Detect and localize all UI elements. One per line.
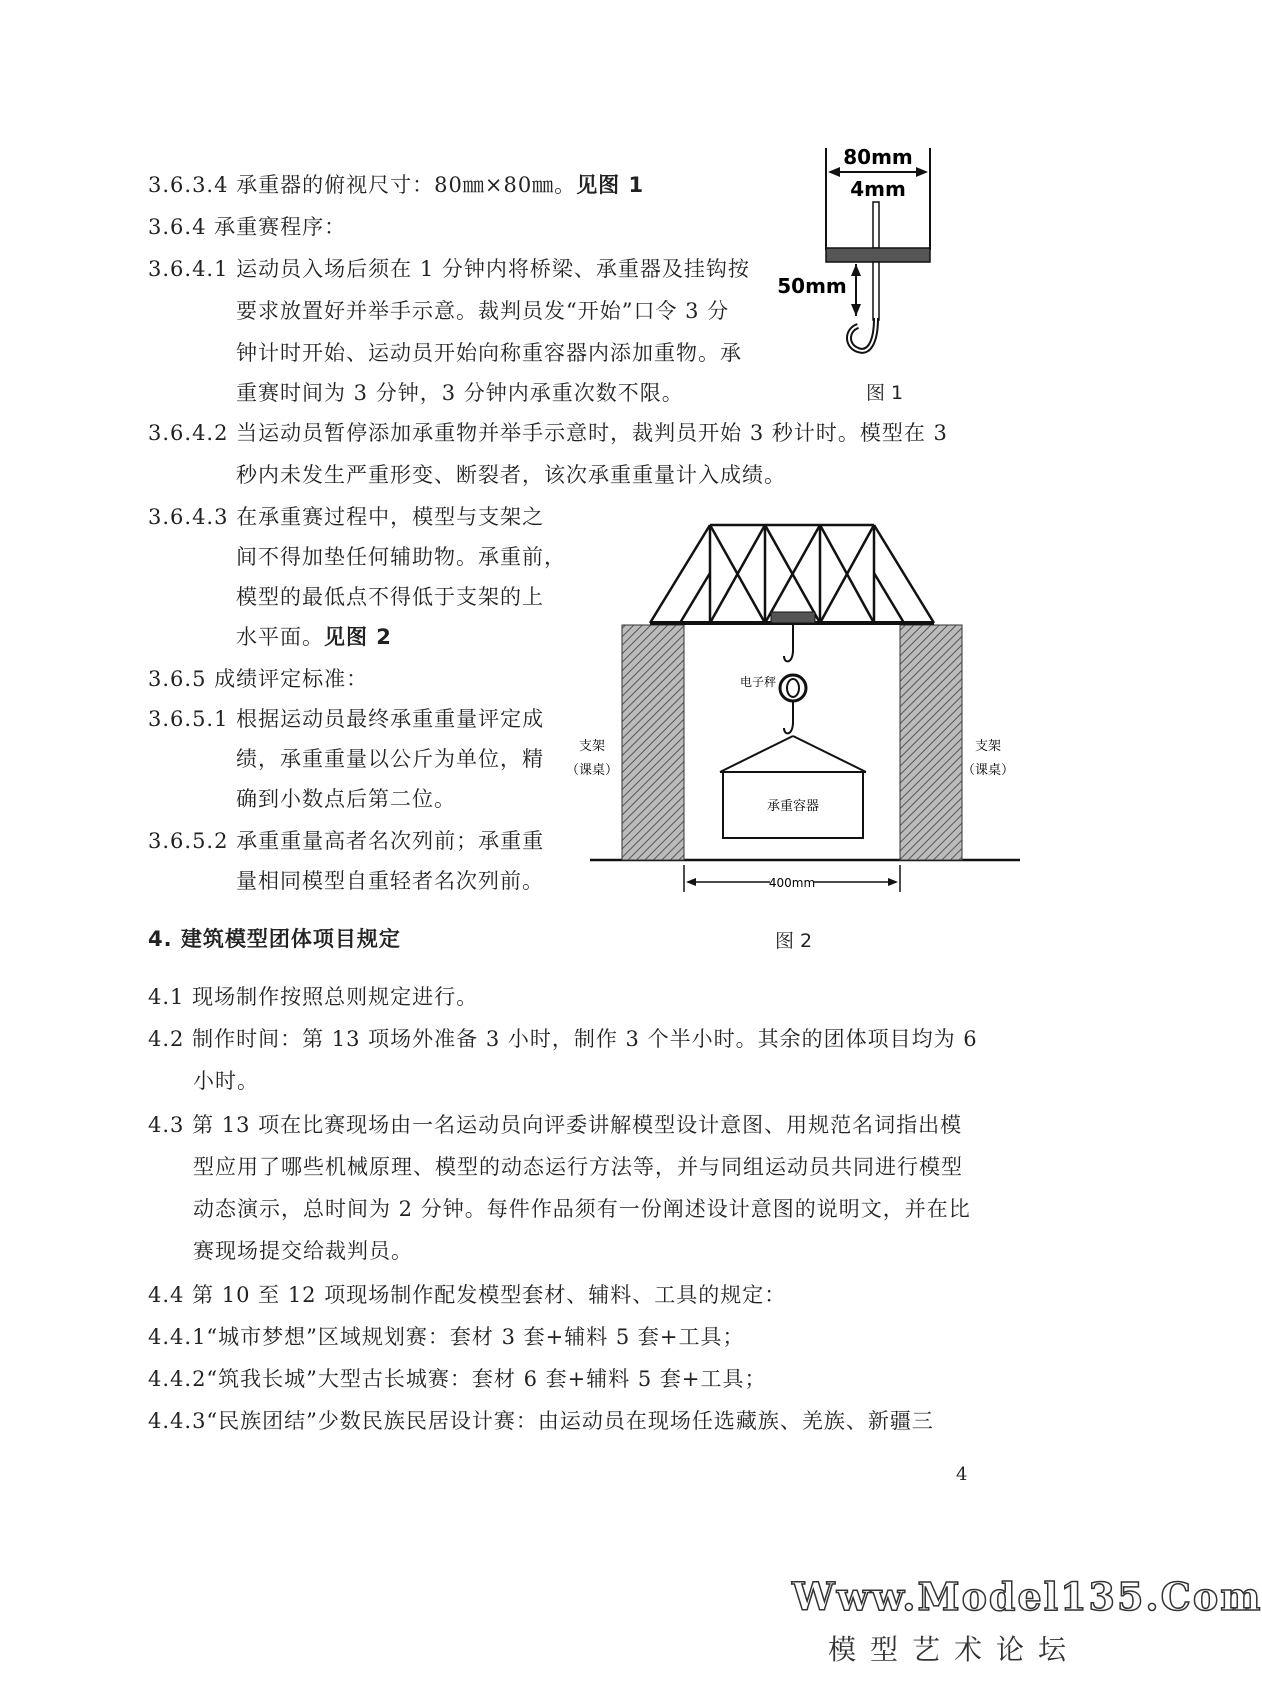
para-4-4-2: 4.4.2“筑我长城”大型古长城赛：套材 6 套+辅料 5 套+工具； [148, 1367, 767, 1391]
para-3-6-5: 3.6.5 成绩评定标准： [148, 667, 369, 691]
fig1-hook [849, 318, 876, 351]
fig1-lower-rod [873, 262, 879, 320]
para-4-2-line2: 小时。 [193, 1069, 259, 1093]
figure-ref-1: 见图 1 [576, 173, 645, 197]
para-3-6-5-1-line3: 确到小数点后第二位。 [236, 787, 456, 811]
figure-ref-2: 见图 2 [324, 625, 392, 649]
fig2-left-support-sublabel: （课桌） [565, 763, 619, 778]
fig2-left-support-label: 支架 [578, 739, 606, 754]
para-4-3-line1: 4.3 第 13 项在比赛现场由一名运动员向评委讲解模型设计意图、用规范名词指出模 [148, 1113, 963, 1137]
para-4-3-line4: 赛现场提交给裁判员。 [193, 1239, 413, 1263]
figure-1-load-hook [760, 140, 960, 410]
fig2-load-plate [771, 612, 815, 623]
fig2-right-support-label: 支架 [974, 739, 1002, 754]
para-3-6-4-3-line2: 间不得加垫任何辅助物。承重前， [236, 545, 566, 569]
para-3-6-4-1-line4: 重赛时间为 3 分钟，3 分钟内承重次数不限。 [236, 381, 684, 405]
fig1-plate [826, 248, 930, 262]
fig1-rod-label: 4mm [850, 177, 906, 201]
para-3-6-4-3-line4: 水平面。见图 2 [236, 625, 392, 649]
fig1-width-label: 80mm [843, 145, 913, 169]
section-heading-4: 4. 建筑模型团体项目规定 [148, 927, 401, 951]
para-3-6-4-2-line2: 秒内未发生严重形变、断裂者，该次承重重量计入成绩。 [236, 463, 786, 487]
para-4-4-1: 4.4.1“城市梦想”区域规划赛：套材 3 套+辅料 5 套+工具； [148, 1325, 745, 1349]
para-3-6-5-1-line1: 3.6.5.1 根据运动员最终承重重量评定成 [148, 707, 545, 731]
fig1-arrow-right [916, 167, 928, 177]
para-3-6-4: 3.6.4 承重赛程序： [148, 215, 347, 239]
fig2-container-label: 承重容器 [766, 799, 820, 814]
figure-2-caption: 图 2 [775, 930, 813, 952]
figure-2-bridge-setup [565, 510, 1040, 900]
para-3-6-5-2-line1: 3.6.5.2 承重重量高者名次列前；承重重 [148, 829, 545, 853]
watermark-site-name: 模型艺术论坛 [828, 1633, 1081, 1666]
fig2-hook-chain [720, 623, 866, 772]
para-4-4-3: 4.4.3“民族团结”少数民族民居设计赛：由运动员在现场任选藏族、羌族、新疆三 [148, 1409, 934, 1433]
fig2-scale-label: 电子秤 [739, 675, 777, 689]
figure-1-caption: 图 1 [866, 382, 904, 404]
para-3-6-4-1-line2: 要求放置好并举手示意。裁判员发“开始”口令 3 分 [236, 299, 730, 323]
para-4-3-line2: 型应用了哪些机械原理、模型的动态运行方法等，并与同组运动员共同进行模型 [193, 1155, 963, 1179]
para-3-6-5-1-line2: 绩，承重重量以公斤为单位，精 [236, 747, 544, 771]
fig2-right-support-sublabel: （课桌） [961, 763, 1015, 778]
para-3-6-4-3-line3: 模型的最低点不得低于支架的上 [236, 585, 544, 609]
para-3-6-5-2-line2: 量相同模型自重轻者名次列前。 [236, 869, 544, 893]
para-4-4: 4.4 第 10 至 12 项现场制作配发模型套材、辅料、工具的规定： [148, 1283, 787, 1307]
watermark-url: Www.Model135.Com [792, 1574, 1262, 1619]
para-3-6-4-2-line1: 3.6.4.2 当运动员暂停添加承重物并举手示意时，裁判员开始 3 秒计时。模型在 3 [148, 421, 948, 445]
fig2-span-label: 400mm [768, 876, 816, 890]
para-4-2-line1: 4.2 制作时间：第 13 项场外准备 3 小时，制作 3 个半小时。其余的团体项目均为 6 [148, 1027, 978, 1051]
fig1-height-label: 50mm [777, 274, 847, 298]
para-3-6-4-1-line1: 3.6.4.1 运动员入场后须在 1 分钟内将桥梁、承重器及挂钩按 [148, 257, 750, 281]
fig2-left-support [622, 625, 684, 860]
para-3-6-4-3-line1: 3.6.4.3 在承重赛过程中，模型与支架之 [148, 505, 545, 529]
page-number: 4 [956, 1464, 969, 1485]
fig2-truss-bridge [650, 525, 934, 623]
fig1-rod [873, 202, 879, 248]
para-4-3-line3: 动态演示，总时间为 2 分钟。每件作品须有一份阐述设计意图的说明文，并在比 [193, 1197, 971, 1221]
para-3-6-3-4: 3.6.3.4 承重器的俯视尺寸：80㎜×80㎜。见图 1 [148, 173, 645, 197]
fig2-right-support [900, 625, 962, 860]
para-4-1: 4.1 现场制作按照总则规定进行。 [148, 985, 479, 1009]
fig1-arrow-left [828, 167, 840, 177]
para-3-6-4-1-line3: 钟计时开始、运动员开始向称重容器内添加重物。承 [236, 341, 742, 365]
